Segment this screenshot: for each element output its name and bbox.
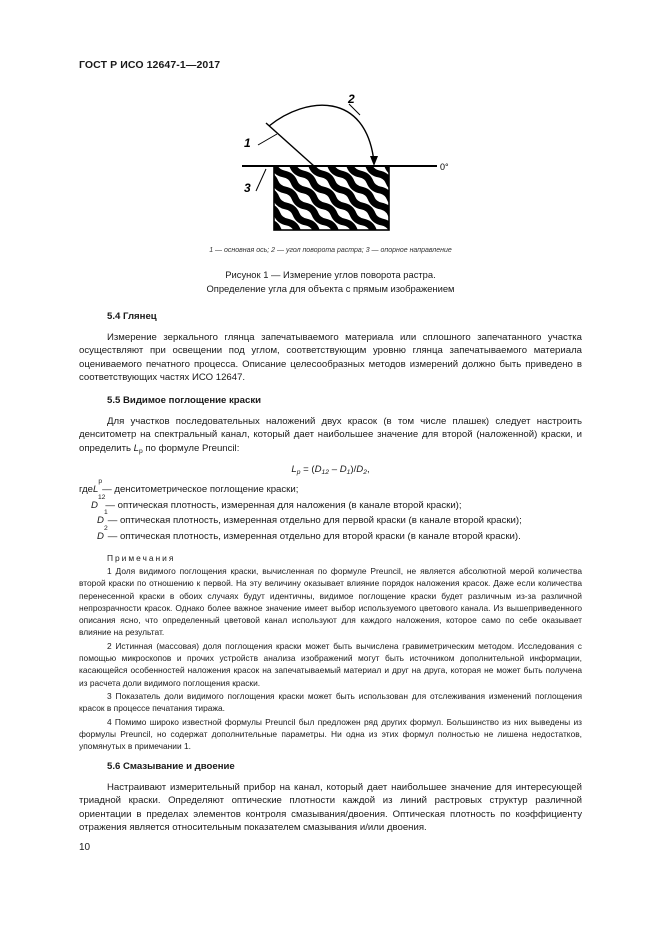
notes-heading: Примечания xyxy=(107,553,176,563)
definition-row xyxy=(79,493,582,514)
hatch-stripe xyxy=(464,166,466,230)
note-1: 1 Доля видимого поглощения краски, вычисленная по формуле Preuncil, не является абсолютной мерой количества второй краски по отношению к первой. На эту величину оказывает влияние порядок наложения красок. Даже если количества перенесенной краски в обоих случаях будут идентичны, видимое поглощение краски будет различным из-за различной непрозрачности красок. Однако более важное значение имеет выбор используемого цветового канала. Из вышеприведенного описания ясно, что определенный цветовой канал используют для каждого наложения, которое само по себе оказывает влияние на результат. xyxy=(79,566,582,638)
figure-caption-line-2: Определение угла для объекта с прямым изображением xyxy=(206,283,455,294)
formula-d12-sub: 12 xyxy=(321,469,330,476)
hatched-pattern xyxy=(236,166,466,230)
note-4: 4 Помимо широко известной формулы Preuncil был предложен ряд других формул. Большинство из них выведены из формулы Preuncil, но содержат дополнительные параметры. Ни одна из этих формул полностью не лишена недостатков, упомянутых в примечании 1. xyxy=(79,716,582,752)
definition-subscript: 1 xyxy=(103,509,108,516)
notes-block xyxy=(79,565,582,753)
definition-symbol: D xyxy=(97,515,104,526)
zero-degree-label: 0° xyxy=(440,162,449,172)
formula-d2: D xyxy=(356,464,364,475)
section-5-6-body xyxy=(79,781,582,835)
definition-row xyxy=(79,509,582,529)
hatch-stripe xyxy=(388,166,466,230)
figure-legend: 1 — основная ось; 2 — угол поворота растра; 3 — опорное направление xyxy=(209,247,452,254)
section-5-4-text: Измерение зеркального глянца запечатываемого материала или сплошного запечатанного участка осуществляют при освещении под углом, соответствующим уровню глянца запечатываемого материала оцениваемого печатного процесса. Описание целесообразных методов измерений должно быть приведено в соответствующих частях ИСО 12647. xyxy=(79,332,582,384)
definition-symbol: D xyxy=(91,499,98,511)
intro-text-b: по формуле Preuncil: xyxy=(142,442,240,454)
leader-1 xyxy=(258,134,277,145)
leader-3 xyxy=(256,169,266,191)
section-5-4-body xyxy=(79,331,582,385)
figure-caption-line-1: Рисунок 1 — Измерение углов поворота растра. xyxy=(225,269,436,280)
hatch-stripe xyxy=(407,166,466,230)
note-3: 3 Показатель доли видимого поглощения краски может быть использован для отслеживания изменений поглощения красок в процессе печатания тиража. xyxy=(79,690,582,714)
formula-d2-sub: 2 xyxy=(363,469,367,476)
definition-symbol: D xyxy=(97,530,104,542)
definition-subscript: 2 xyxy=(103,524,108,532)
definition-text: — оптическая плотность, измеренная отдельно для первой краски (в канале второй краски); xyxy=(107,515,522,526)
figure-label-3: 3 xyxy=(244,181,251,195)
formula-lhs-sub: p xyxy=(296,469,301,476)
hatch-stripe xyxy=(426,166,466,230)
formula-d12: D xyxy=(314,464,322,475)
screen-angle-figure xyxy=(236,86,466,246)
main-axis-line xyxy=(266,123,314,166)
where-lead: где xyxy=(79,484,94,495)
formula-minus: – xyxy=(329,464,340,475)
definition-text: — оптическая плотность, измеренная для наложения (в канале второй краски); xyxy=(105,499,462,511)
figure-label-1: 1 xyxy=(244,136,251,150)
arc-arrowhead xyxy=(370,156,378,166)
document-header: ГОСТ Р ИСО 12647-1—2017 xyxy=(79,59,221,71)
lp-subscript: p xyxy=(138,447,143,455)
section-5-6-heading: 5.6 Смазывание и двоение xyxy=(107,761,235,772)
definition-row xyxy=(79,478,582,498)
formula-d1-sub: 1 xyxy=(346,469,351,476)
preuncil-formula xyxy=(79,464,582,475)
lp-symbol: L xyxy=(133,442,139,454)
section-5-5-intro xyxy=(79,415,582,455)
note-2: 2 Истинная (массовая) доля поглощения краски может быть вычислена гравиметрическим методом. Исследования с помощью микроскопов и прочих устройств анализа изображений могут быть источником дополнительной информации, касающейся особенностей наложения красок на запечатываемый материал и друг на друга, которая не может быть получена из расчета доли видимого поглощения краски. xyxy=(79,640,582,688)
page-number: 10 xyxy=(79,842,91,853)
symbol-definitions xyxy=(79,478,582,544)
hatch-stripe xyxy=(236,166,278,230)
formula-end: , xyxy=(366,464,370,475)
definition-row xyxy=(79,524,582,545)
formula-lhs: L xyxy=(291,464,297,475)
section-5-4-heading: 5.4 Глянец xyxy=(107,311,157,322)
section-5-5-heading: 5.5 Видимое поглощение краски xyxy=(107,395,262,406)
formula-div: )/ xyxy=(350,464,357,475)
section-5-6-text: Настраивают измерительный прибор на канал, который дает наибольшее значение для интересующей триадной краски. Определяют оптические плотности каждой из линий растровых структур различной ориентации в пределах элементов контроля смазывания/двоения. Оптическая плотность по коэффициенту отражения является относительным показателем смазывания и/или двоения. xyxy=(79,782,582,834)
hatch-stripe xyxy=(445,166,466,230)
definition-subscript: p xyxy=(98,478,103,485)
formula-d1: D xyxy=(339,464,347,475)
formula-eq: = ( xyxy=(300,464,315,475)
definition-text: — денситометрическое поглощение краски; xyxy=(102,484,299,495)
figure-label-2: 2 xyxy=(348,92,355,106)
definition-symbol: L xyxy=(93,484,99,495)
definition-subscript: 12 xyxy=(97,493,106,501)
definition-text: — оптическая плотность, измеренная отдельно для второй краски (в канале второй краски). xyxy=(107,530,521,542)
intro-text-a: Для участков последовательных наложений двух красок (в том числе плашек) следует настроить денситометр на спектральный канал, который дает наибольшее значение для второй (наложенной) краски, и определить xyxy=(79,416,582,454)
